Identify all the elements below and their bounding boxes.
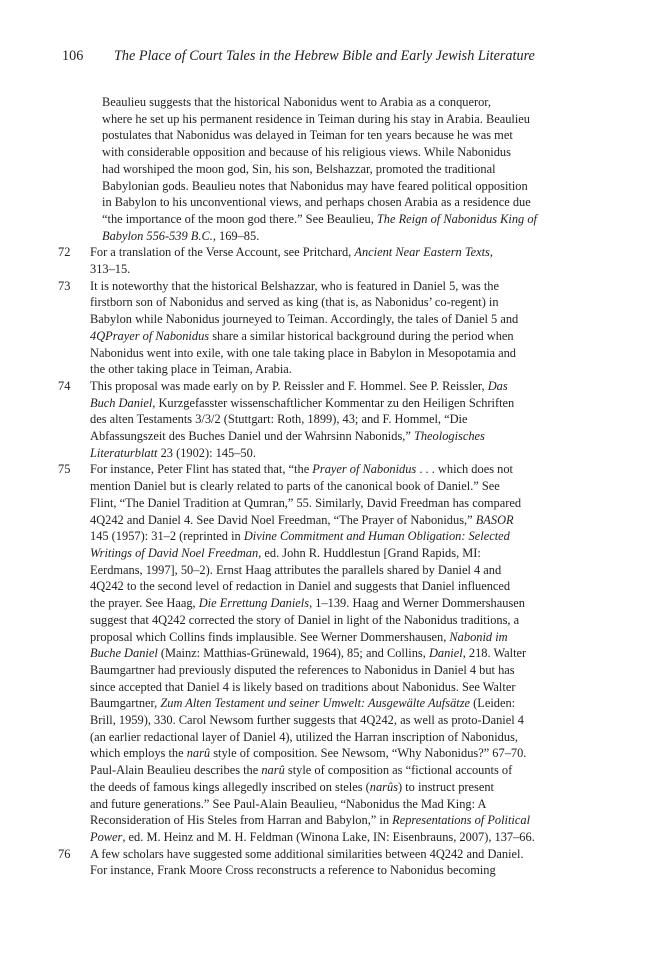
text-line: the prayer. See Haag, Die Errettung Daniels, 1–139. Haag and Werner Dommershausen <box>90 596 525 611</box>
text-line: Buch Daniel, Kurzgefasster wissenschaftlicher Kommentar zu den Heiligen Schriften <box>90 395 515 410</box>
running-header <box>62 46 582 66</box>
footnote-text <box>90 94 570 244</box>
text-line: For a translation of the Verse Account, see Pritchard, Ancient Near Eastern Texts, <box>90 245 493 260</box>
text-line: mention Daniel but is clearly related to parts of the canonical book of Daniel.” See <box>90 479 500 494</box>
footnote-text <box>90 846 570 879</box>
text-line: Brill, 1959), 330. Carol Newsom further suggests that 4Q242, as well as proto-Daniel 4 <box>90 713 524 728</box>
text-line: Beaulieu suggests that the historical Nabonidus went to Arabia as a conqueror, <box>102 95 492 109</box>
text-line: Paul-Alain Beaulieu describes the narû style of composition as “fictional accounts of <box>90 763 513 778</box>
footnote-continuation <box>58 94 570 244</box>
text-line: This proposal was made early on by P. Reissler and F. Hommel. See P. Reissler, Das <box>90 378 508 393</box>
footnote-text <box>90 244 570 277</box>
text-line: Literaturblatt 23 (1902): 145–50. <box>90 445 256 460</box>
text-line: Abfassungszeit des Buches Daniel und der Wahrsinn Nabonids,” Theologisches <box>90 429 485 444</box>
footnote-73 <box>58 278 570 378</box>
text-line: des alten Testaments 3/3/2 (Stuttgart: Roth, 1899), 43; and F. Hommel, “Die <box>90 412 468 427</box>
text-line: Eerdmans, 1997], 50–2). Ernst Haag attributes the parallels shared by Daniel 4 and <box>90 562 502 577</box>
footnote-number: 73 <box>58 278 71 293</box>
text-line: 4Q242 to the second level of redaction in Daniel and suggests that Daniel influenced <box>90 579 511 594</box>
text-line: 4Q242 and Daniel 4. See David Noel Freedman, “The Prayer of Nabonidus,” BASOR <box>90 512 514 527</box>
text-line: Babylon 556-539 B.C., 169–85. <box>102 228 260 243</box>
text-line: A few scholars have suggested some additional similarities between 4Q242 and Daniel. <box>90 846 524 861</box>
text-line: Babylon while Nabonidus journeyed to Teiman. Accordingly, the tales of Daniel 5 and <box>90 312 519 327</box>
text-line: suggest that 4Q242 corrected the story of Daniel in light of the Nabonidus traditions, a <box>90 612 520 627</box>
footnote-number: 74 <box>58 378 71 393</box>
text-line: firstborn son of Nabonidus and served as king (that is, as Nabonidus’ co-regent) in <box>90 295 499 310</box>
text-line: where he set up his permanent residence in Teiman during his stay in Arabia. Beaulieu <box>102 111 530 126</box>
text-line: Baumgartner, Zum Alten Testament und seiner Umwelt: Ausgewälte Aufsätze (Leiden: <box>90 696 516 711</box>
footnote-text <box>90 461 570 845</box>
text-line: 145 (1957): 31–2 (reprinted in Divine Commitment and Human Obligation: Selected <box>90 529 510 544</box>
text-line: the other taking place in Teiman, Arabia. <box>90 362 292 377</box>
text-line: Buche Daniel (Mainz: Matthias-Grünewald, 1964), 85; and Collins, Daniel, 218. Walter <box>90 646 527 661</box>
text-line: “the importance of the moon god there.” See Beaulieu, The Reign of Nabonidus King of <box>102 211 537 226</box>
footnotes-section <box>58 94 570 879</box>
text-line: postulates that Nabonidus was delayed in Teiman for ten years because he was met <box>102 128 513 143</box>
text-line: Power, ed. M. Heinz and M. H. Feldman (Winona Lake, IN: Eisenbrauns, 2007), 137–66. <box>90 829 535 844</box>
text-line: For instance, Peter Flint has stated that, “the Prayer of Nabonidus . . . which does not <box>90 462 513 477</box>
text-line: Writings of David Noel Freedman, ed. John R. Huddlestun [Grand Rapids, MI: <box>90 545 481 560</box>
page-number: 106 <box>62 48 84 64</box>
text-line: with considerable opposition and because of his religious views. While Nabonidus <box>102 145 511 160</box>
footnote-72 <box>58 244 570 277</box>
text-line: (an earlier redactional layer of Daniel 4), utilized the Harran inscription of Nabonidus, <box>90 729 518 744</box>
text-line: in Babylon to his unconventional views, and perhaps chosen Arabia as a residence due <box>102 195 531 210</box>
text-line: Reconsideration of His Steles from Harran and Babylon,” in Representations of Political <box>90 813 531 828</box>
text-line: Flint, “The Daniel Tradition at Qumran,” 55. Similarly, David Freedman has compared <box>90 495 522 510</box>
running-title: The Place of Court Tales in the Hebrew Bible and Early Jewish Literature <box>114 48 535 64</box>
text-line: since accepted that Daniel 4 is likely based on traditions about Nabonidus. See Walter <box>90 679 516 694</box>
footnote-75 <box>58 461 570 845</box>
text-line: and future generations.” See Paul-Alain Beaulieu, “Nabonidus the Mad King: A <box>90 796 487 811</box>
footnote-74 <box>58 378 570 462</box>
footnote-number: 75 <box>58 462 71 477</box>
text-line: which employs the narû style of composition. See Newsom, “Why Nabonidus?” 67–70. <box>90 746 527 761</box>
text-line: Baumgartner had previously disputed the references to Nabonidus in Daniel 4 but has <box>90 662 515 677</box>
text-line: 313–15. <box>90 262 131 277</box>
footnote-text <box>90 278 570 378</box>
footnote-number: 72 <box>58 245 71 260</box>
text-line: 4QPrayer of Nabonidus share a similar historical background during the period when <box>90 328 514 343</box>
text-line: proposal which Collins finds implausible. See Werner Dommershausen, Nabonid im <box>90 629 508 644</box>
text-line: For instance, Frank Moore Cross reconstructs a reference to Nabonidus becoming <box>90 863 496 878</box>
text-line: Babylonian gods. Beaulieu notes that Nabonidus may have feared political opposition <box>102 178 528 193</box>
footnote-76 <box>58 846 570 879</box>
text-line: had worshiped the moon god, Sin, his son, Belshazzar, promoted the traditional <box>102 161 496 176</box>
text-line: the deeds of famous kings allegedly inscribed on steles (narûs) to instruct present <box>90 779 495 794</box>
text-line: Nabonidus went into exile, with one tale taking place in Babylon in Mesopotamia and <box>90 345 517 360</box>
footnote-text <box>90 378 570 462</box>
text-line: It is noteworthy that the historical Belshazzar, who is featured in Daniel 5, was the <box>90 278 499 293</box>
footnote-number: 76 <box>58 846 71 861</box>
